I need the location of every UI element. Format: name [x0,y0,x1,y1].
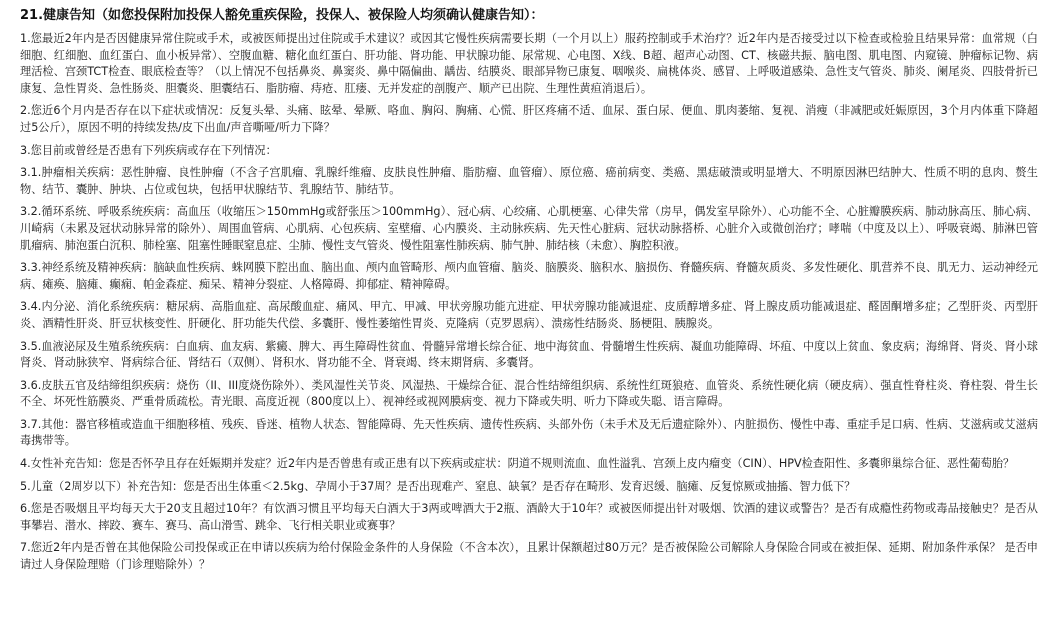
notice-item-3-6: 3.6.皮肤五官及结缔组织疾病：烧伤（II、III度烧伤除外）、类风湿性关节炎、风湿热、干燥综合征、混合性结缔组织病、系统性红斑狼疮、血管炎、系统性硬化病（硬皮病）、强直性脊柱炎、脊柱裂、骨生长不全、坏死性筋膜炎、严重骨质疏松。青光眼、高度近视（800度以上）、视神经或视网膜病变、视力下降或失明、听力下降或失聪、语言障碍。 [20,378,1038,409]
notice-item-3-4: 3.4.内分泌、消化系统疾病：糖尿病、高脂血症、高尿酸血症、痛风、甲亢、甲减、甲状旁腺功能亢进症、甲状旁腺功能减退症、皮质醇增多症、肾上腺皮质功能减退症、醛固酮增多症；乙型肝炎、丙型肝炎、酒精性肝炎、肝豆状核变性、肝硬化、肝功能失代偿、多囊肝、慢性萎缩性胃炎、克隆病（克罗恩病）、溃疡性结肠炎、肠梗阻、胰腺炎。 [20,300,1038,330]
notice-item-2: 2.您近6个月内是否存在以下症状或情况：反复头晕、头痛、眩晕、晕厥、咯血、胸闷、胸痛、心慌、肝区疼痛不适、血尿、蛋白尿、便血、肌肉萎缩、复视、消瘦（非减肥或妊娠原因，3个月内体重下降超过5公斤），原因不明的持续发热/皮下出血/声音嘶哑/听力下降？ [20,104,1038,134]
notice-item-3-3: 3.3.神经系统及精神疾病：脑缺血性疾病、蛛网膜下腔出血、脑出血、颅内血管畸形、颅内血管瘤、脑炎、脑膜炎、脑积水、脑损伤、脊髓疾病、脊髓灰质炎、多发性硬化、肌营养不良、肌无力、运动神经元病、瘫痪、脑瘫、癫痫、帕金森症、痴呆、精神分裂症、人格障碍、抑郁症、精神障碍。 [20,261,1038,291]
notice-item-5: 5.儿童（2周岁以下）补充告知：您是否出生体重＜2.5kg、孕周小于37周？是否出现难产、窒息、缺氧？是否存在畸形、发育迟缓、脑瘫、反复惊厥或抽搐、智力低下？ [20,479,856,493]
notice-item-6: 6.您是否吸烟且平均每天大于20支且超过10年？有饮酒习惯且平均每天白酒大于3两或啤酒大于2瓶、酒龄大于10年？或被医师提出针对吸烟、饮酒的建议或警告？是否有成瘾性药物或毒品接触史？是否从事攀岩、潜水、摔跤、赛车、赛马、高山滑雪、跳伞、飞行相关职业或赛事？ [20,502,1038,532]
notice-item-3-2: 3.2.循环系统、呼吸系统疾病：高血压（收缩压＞150mmHg或舒张压＞100mmHg）、冠心病、心绞痛、心肌梗塞、心律失常（房早，偶发室早除外）、心功能不全、心脏瓣膜疾病、肺动脉高压、肺心病、川崎病（未累及冠状动脉异常的除外）、周围血管病、心肌病、心包疾病、室壁瘤、心内膜炎、主动脉疾病、先天性心脏病、冠状动脉搭桥、心脏介入或微创治疗；哮喘（中度及以上）、呼吸衰竭、肺淋巴管肌瘤病、肺泡蛋白沉积、肺栓塞、阻塞性睡眠窒息症、尘肺、慢性支气管炎、慢性阻塞性肺疾病、肺气肿、肺结核（未愈）、胸腔积液。 [20,205,1038,252]
notice-item-3-7: 3.7.其他：器官移植或造血干细胞移植、残疾、昏迷、植物人状态、智能障碍、先天性疾病、遗传性疾病、头部外伤（未手术及无后遗症除外）、内脏损伤、慢性中毒、重症手足口病、性病、艾滋病或艾滋病毒携带等。 [20,417,1038,448]
notice-item-3: 3.您目前或曾经是否患有下列疾病或存在下列情况： [20,143,277,157]
notice-item-3-5: 3.5.血液泌尿及生殖系统疾病：白血病、血友病、紫癜、脾大、再生障碍性贫血、骨髓异常增长综合征、地中海贫血、骨髓增生性疾病、凝血功能障碍、坏疽、中度以上贫血、象皮病；海绵肾、肾炎、肾小球肾炎、肾动脉狭窄、肾病综合征、肾结石（双侧）、肾积水、肾功能不全、肾衰竭、终末期肾病、多囊肾。 [20,339,1038,370]
notice-title: 21.健康告知（如您投保附加投保人豁免重疾保险，投保人、被保险人均须确认健康告知）： [20,8,544,23]
notice-item-1: 1.您最近2年内是否因健康异常住院或手术，或被医师提出过住院或手术建议？或因其它慢性疾病需要长期（一个月以上）服药控制或手术治疗？近2年内是否接受过以下检查或检验且结果异常：血常规（白细胞、红细胞、血红蛋白、血小板异常）、空腹血糖、糖化血红蛋白、肝功能、肾功能、甲状腺功能、尿常规、心电图、X线、B超、超声心动图、CT、核磁共振、脑电图、肌电图、内窥镜、肿瘤标记物、病理活检、宫颈TCT检查、眼底检查等？（以上情况不包括鼻炎、鼻窦炎、鼻中隔偏曲、龋齿、结膜炎、眼部异物已康复、咽喉炎、扁桃体炎、感冒、上呼吸道感染、急性支气管炎、肺炎、阑尾炎、四肢骨折已康复、急性胃炎、急性肠炎、胆囊炎、胆囊结石、脂肪瘤、痔疮、肛瘘、无并发症的剖腹产、顺产已出院、生理性黄疸消退后）。 [20,32,1038,95]
notice-item-7: 7.您近2年内是否曾在其他保险公司投保或正在申请以疾病为给付保险金条件的人身保险（不含本次），且累计保额超过80万元？是否被保险公司解除人身保险合同或在被拒保、延期、附加条件承保？ 是否申请过人身保险理赔（门诊理赔除外）？ [20,541,1038,572]
notice-item-4: 4.女性补充告知：您是否怀孕且存在妊娠期并发症？近2年内是否曾患有或正患有以下疾病或症状：阴道不规则流血、血性溢乳、宫颈上皮内瘤变（CIN）、HPV检查阳性、多囊卵巢综合征、恶性葡萄胎？ [20,457,1015,471]
notice-item-3-1: 3.1.肿瘤相关疾病：恶性肿瘤、良性肿瘤（不含子宫肌瘤、乳腺纤维瘤、皮肤良性肿瘤、脂肪瘤、血管瘤）、原位癌、癌前病变、类癌、黑痣破溃或明显增大、不明原因淋巴结肿大、性质不明的息肉、赘生物、结节、囊肿、肿块、占位或包块，包括甲状腺结节、乳腺结节、肺结节。 [20,166,1038,196]
